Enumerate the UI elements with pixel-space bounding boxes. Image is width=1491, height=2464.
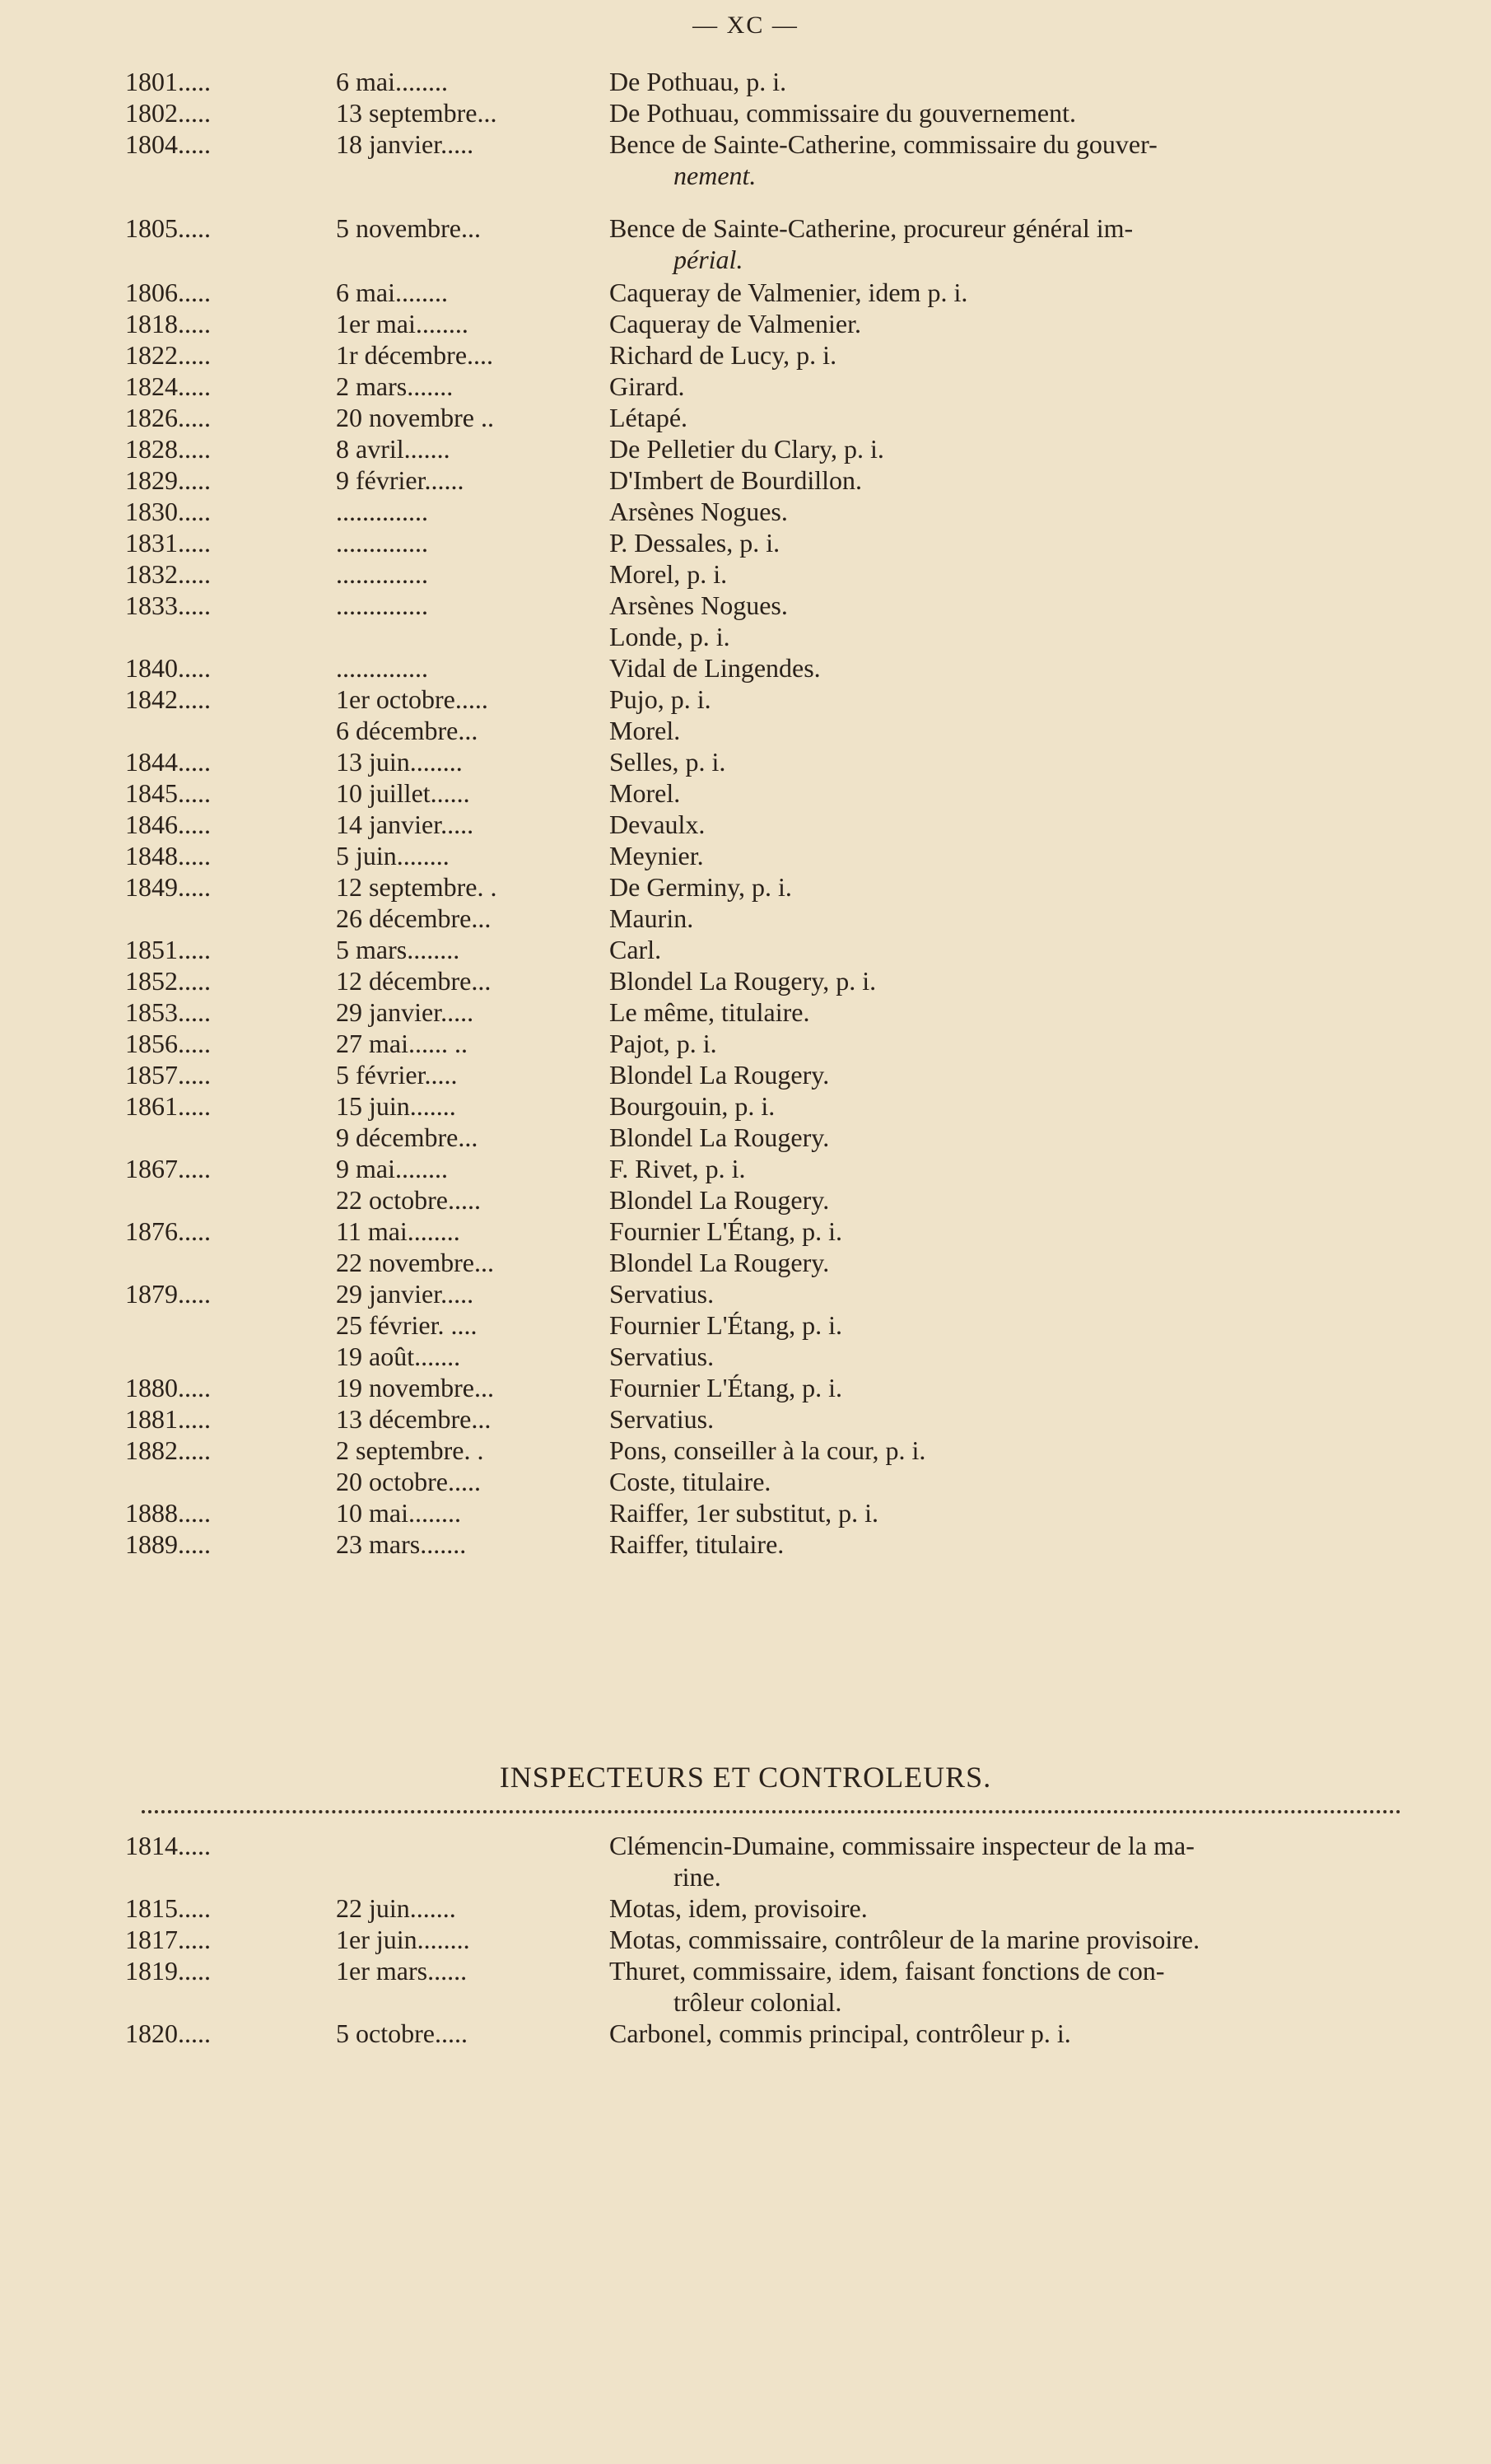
row-name: Blondel La Rougery. xyxy=(609,1185,830,1215)
row-year: 1829..... xyxy=(125,465,211,495)
row-name: Létapé. xyxy=(609,403,688,432)
row-name: Pujo, p. i. xyxy=(609,684,711,714)
row-date: 13 décembre... xyxy=(336,1404,492,1434)
row-date: 1er mars...... xyxy=(336,1956,468,1986)
row-name: Fournier L'Étang, p. i. xyxy=(609,1216,843,1246)
row-date: 29 janvier..... xyxy=(336,1279,474,1309)
row-date: 23 mars....... xyxy=(336,1529,467,1559)
row-year: 1817..... xyxy=(125,1925,211,1954)
continuation-line: nement. xyxy=(673,161,757,190)
row-name: Devaulx. xyxy=(609,810,706,839)
row-year: 1851..... xyxy=(125,935,211,964)
row-year: 1867..... xyxy=(125,1154,211,1183)
row-date: 29 janvier..... xyxy=(336,997,474,1027)
row-name: Servatius. xyxy=(609,1404,715,1434)
row-year: 1852..... xyxy=(125,966,211,996)
row-year: 1820..... xyxy=(125,2018,211,2048)
row-name: Le même, titulaire. xyxy=(609,997,810,1027)
row-year: 1804..... xyxy=(125,129,211,159)
row-date: 9 mai........ xyxy=(336,1154,448,1183)
row-name: Clémencin-Dumaine, commissaire inspecteur de la ma- xyxy=(609,1831,1195,1860)
row-date: 25 février. .... xyxy=(336,1310,478,1340)
row-year: 1882..... xyxy=(125,1435,211,1465)
row-year: 1806..... xyxy=(125,278,211,307)
continuation-line: rine. xyxy=(673,1862,721,1892)
row-name: De Pelletier du Clary, p. i. xyxy=(609,434,884,464)
row-name: Thuret, commissaire, idem, faisant fonctions de con- xyxy=(609,1956,1165,1986)
continuation-line: trôleur colonial. xyxy=(673,1987,842,2017)
row-date: 12 septembre. . xyxy=(336,872,497,902)
row-name: Servatius. xyxy=(609,1279,715,1309)
row-date: 27 mai...... .. xyxy=(336,1029,468,1058)
row-name: Caqueray de Valmenier, idem p. i. xyxy=(609,278,968,307)
row-name: Pajot, p. i. xyxy=(609,1029,717,1058)
continuation-line: périal. xyxy=(673,245,743,274)
row-date: 22 juin....... xyxy=(336,1893,456,1923)
row-date: 2 mars....... xyxy=(336,371,454,401)
row-year: 1828..... xyxy=(125,434,211,464)
row-name: Arsènes Nogues. xyxy=(609,590,788,620)
row-year: 1801..... xyxy=(125,67,211,96)
row-date: 15 juin....... xyxy=(336,1091,456,1121)
row-name: Motas, idem, provisoire. xyxy=(609,1893,868,1923)
row-date: 1er mai........ xyxy=(336,309,468,338)
row-name: Raiffer, 1er substitut, p. i. xyxy=(609,1498,878,1528)
row-name: Fournier L'Étang, p. i. xyxy=(609,1373,843,1402)
row-date: 19 novembre... xyxy=(336,1373,494,1402)
row-year: 1819..... xyxy=(125,1956,211,1986)
row-year: 1876..... xyxy=(125,1216,211,1246)
row-name: Morel, p. i. xyxy=(609,559,728,589)
row-date: 10 juillet...... xyxy=(336,778,470,808)
row-name: Blondel La Rougery. xyxy=(609,1122,830,1152)
row-name: Maurin. xyxy=(609,903,694,933)
row-year: 1845..... xyxy=(125,778,211,808)
row-year: 1818..... xyxy=(125,309,211,338)
row-year: 1822..... xyxy=(125,340,211,370)
row-year: 1880..... xyxy=(125,1373,211,1402)
row-year: 1888..... xyxy=(125,1498,211,1528)
row-name: Arsènes Nogues. xyxy=(609,497,788,526)
row-year: 1857..... xyxy=(125,1060,211,1090)
row-year: 1824..... xyxy=(125,371,211,401)
row-date: 9 février...... xyxy=(336,465,464,495)
row-year: 1879..... xyxy=(125,1279,211,1309)
row-date: 5 novembre... xyxy=(336,213,481,243)
row-name: Richard de Lucy, p. i. xyxy=(609,340,837,370)
row-year: 1848..... xyxy=(125,841,211,870)
row-date: 6 mai........ xyxy=(336,67,448,96)
row-name: Servatius. xyxy=(609,1342,715,1371)
section-title: INSPECTEURS ET CONTROLEURS. xyxy=(499,1761,992,1794)
row-name: De Pothuau, commissaire du gouvernement. xyxy=(609,98,1076,128)
row-name: Morel. xyxy=(609,716,681,745)
row-date: 5 février..... xyxy=(336,1060,458,1090)
row-date: 22 octobre..... xyxy=(336,1185,481,1215)
section-dotted-rule xyxy=(142,1810,1401,1813)
row-year: 1833..... xyxy=(125,590,211,620)
row-name: Caqueray de Valmenier. xyxy=(609,309,861,338)
row-year: 1831..... xyxy=(125,528,211,558)
row-name: Bence de Sainte-Catherine, procureur général im- xyxy=(609,213,1134,243)
row-date: 1r décembre.... xyxy=(336,340,494,370)
row-year: 1832..... xyxy=(125,559,211,589)
row-date: .............. xyxy=(336,497,428,526)
row-name: Blondel La Rougery. xyxy=(609,1060,830,1090)
row-year: 1881..... xyxy=(125,1404,211,1434)
row-name: D'Imbert de Bourdillon. xyxy=(609,465,863,495)
row-name: Morel. xyxy=(609,778,681,808)
row-name: Motas, commissaire, contrôleur de la marine provisoire. xyxy=(609,1925,1200,1954)
row-date: 14 janvier..... xyxy=(336,810,474,839)
row-name: Bence de Sainte-Catherine, commissaire du gouver- xyxy=(609,129,1158,159)
row-year: 1840..... xyxy=(125,653,211,683)
row-date: 6 mai........ xyxy=(336,278,448,307)
row-date: 6 décembre... xyxy=(336,716,478,745)
row-year: 1844..... xyxy=(125,747,211,777)
row-name: De Germiny, p. i. xyxy=(609,872,792,902)
row-date: 5 mars........ xyxy=(336,935,460,964)
row-date: 12 décembre... xyxy=(336,966,492,996)
row-name: Girard. xyxy=(609,371,685,401)
row-date: 26 décembre... xyxy=(336,903,492,933)
row-date: 8 avril....... xyxy=(336,434,450,464)
row-name: Londe, p. i. xyxy=(609,622,730,651)
row-name: Carl. xyxy=(609,935,662,964)
row-date: 20 octobre..... xyxy=(336,1467,481,1496)
row-date: 18 janvier..... xyxy=(336,129,474,159)
row-year: 1849..... xyxy=(125,872,211,902)
row-name: P. Dessales, p. i. xyxy=(609,528,780,558)
row-date: 5 juin........ xyxy=(336,841,450,870)
row-date: 1er octobre..... xyxy=(336,684,488,714)
row-date: .............. xyxy=(336,559,428,589)
row-year: 1802..... xyxy=(125,98,211,128)
row-date: 5 octobre..... xyxy=(336,2018,468,2048)
row-year: 1856..... xyxy=(125,1029,211,1058)
row-name: Blondel La Rougery, p. i. xyxy=(609,966,877,996)
row-date: .............. xyxy=(336,653,428,683)
row-name: Carbonel, commis principal, contrôleur p. i. xyxy=(609,2018,1071,2048)
row-name: Blondel La Rougery. xyxy=(609,1248,830,1277)
row-year: 1861..... xyxy=(125,1091,211,1121)
row-date: 11 mai........ xyxy=(336,1216,460,1246)
row-year: 1842..... xyxy=(125,684,211,714)
row-date: 13 juin........ xyxy=(336,747,463,777)
row-date: 20 novembre .. xyxy=(336,403,494,432)
row-name: Pons, conseiller à la cour, p. i. xyxy=(609,1435,926,1465)
row-name: Vidal de Lingendes. xyxy=(609,653,821,683)
row-name: Meynier. xyxy=(609,841,704,870)
row-date: 22 novembre... xyxy=(336,1248,494,1277)
row-year: 1830..... xyxy=(125,497,211,526)
row-name: De Pothuau, p. i. xyxy=(609,67,787,96)
row-name: Fournier L'Étang, p. i. xyxy=(609,1310,843,1340)
row-year: 1889..... xyxy=(125,1529,211,1559)
row-name: Bourgouin, p. i. xyxy=(609,1091,776,1121)
row-date: 13 septembre... xyxy=(336,98,497,128)
row-name: Coste, titulaire. xyxy=(609,1467,771,1496)
row-name: Selles, p. i. xyxy=(609,747,726,777)
row-date: 19 août....... xyxy=(336,1342,461,1371)
row-year: 1815..... xyxy=(125,1893,211,1923)
row-year: 1853..... xyxy=(125,997,211,1027)
row-name: F. Rivet, p. i. xyxy=(609,1154,746,1183)
row-date: 9 décembre... xyxy=(336,1122,478,1152)
row-year: 1814..... xyxy=(125,1831,211,1860)
row-date: 2 septembre. . xyxy=(336,1435,484,1465)
page-number: — XC — xyxy=(692,12,799,39)
row-date: 1er juin........ xyxy=(336,1925,470,1954)
row-year: 1846..... xyxy=(125,810,211,839)
row-date: 10 mai........ xyxy=(336,1498,461,1528)
row-date: .............. xyxy=(336,590,428,620)
row-name: Raiffer, titulaire. xyxy=(609,1529,785,1559)
row-date: .............. xyxy=(336,528,428,558)
row-year: 1826..... xyxy=(125,403,211,432)
row-year: 1805..... xyxy=(125,213,211,243)
